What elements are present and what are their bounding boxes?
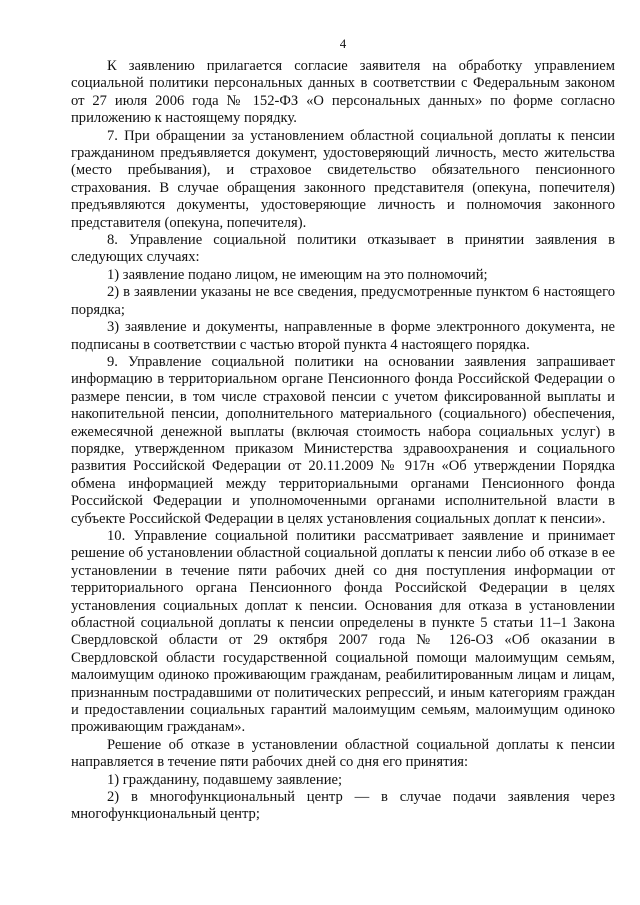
list-item: 2) в заявлении указаны не все сведения, предусмотренные пунктом 6 настоящего порядка; — [71, 284, 615, 318]
paragraph-7: 7. При обращении за установлением областной социальной доплаты к пенсии гражданином предъявляется документ, удостоверяющий личность, место жительства (место пребывания), и страховое свидетельство обязательного пенсионного страхования. В случае обращения законного представителя (опекуна, попечителя) предъявляются документы, удостоверяющие личность и полномочия законного представителя (опекуна, попечителя). — [71, 127, 615, 231]
document-body — [71, 58, 615, 824]
list-item: 2) в многофункциональный центр — в случае подачи заявления через многофункциональный центр; — [71, 789, 615, 823]
list-item: 3) заявление и документы, направленные в форме электронного документа, не подписаны в соответствии с частью второй пункта 4 настоящего порядка. — [71, 319, 615, 353]
paragraph-consent: К заявлению прилагается согласие заявителя на обработку управлением социальной политики персональных данных в соответствии с Федеральным законом от 27 июля 2006 года № 152-ФЗ «О персональных данных» по форме согласно приложению к настоящему порядку. — [71, 58, 615, 127]
page-number: 4 — [339, 36, 347, 51]
paragraph-refusal-decision: Решение об отказе в установлении областной социальной доплаты к пенсии направляется в течение пяти рабочих дней со дня его принятия: — [71, 736, 615, 771]
list-item: 1) гражданину, подавшему заявление; — [107, 771, 343, 788]
paragraph-10: 10. Управление социальной политики рассматривает заявление и принимает решение об установлении областной социальной доплаты к пенсии либо об отказе в ее установлении в течение пяти рабочих дней со дня поступления информации от территориального органа Пенсионного фонда Российской Федерации в целях установления социальных доплат к пенсии. Основания для отказа в установлении областной социальной доплаты к пенсии определены в пункте 5 статьи 11–1 Закона Свердловской области от 29 октября 2007 года № 126-ОЗ «Об оказании в Свердловской области государственной социальной помощи малоимущим семьям, малоимущим одиноко проживающим гражданам, реабилитированным лицам и лицам, признанным пострадавшими от политических репрессий, и иным категориям граждан и предоставлении социальных гарантий малоимущим семьям, малоимущим одиноко проживающим гражданам». — [71, 527, 615, 736]
paragraph-9: 9. Управление социальной политики на основании заявления запрашивает информацию в территориальном органе Пенсионного фонда Российской Федерации о размере пенсии, в том числе страховой пенсии с учетом фиксированной выплаты и накопительной пенсии, дополнительного материального (социального) обеспечения, ежемесячной денежной выплаты (включая стоимость набора социальных услуг) в порядке, утвержденном приказом Министерства здравоохранения и социального развития Российской Федерации от 20.11.2009 № 917н «Об утверждении Порядка обмена информацией между территориальными органами Пенсионного фонда Российской Федерации и уполномоченными органами исполнительной власти в субъекте Российской Федерации в целях установления социальных доплат к пенсии». — [71, 353, 615, 527]
list-item: 1) заявление подано лицом, не имеющим на это полномочий; — [107, 266, 488, 283]
paragraph-8: 8. Управление социальной политики отказывает в принятии заявления в следующих случаях: — [71, 232, 615, 266]
